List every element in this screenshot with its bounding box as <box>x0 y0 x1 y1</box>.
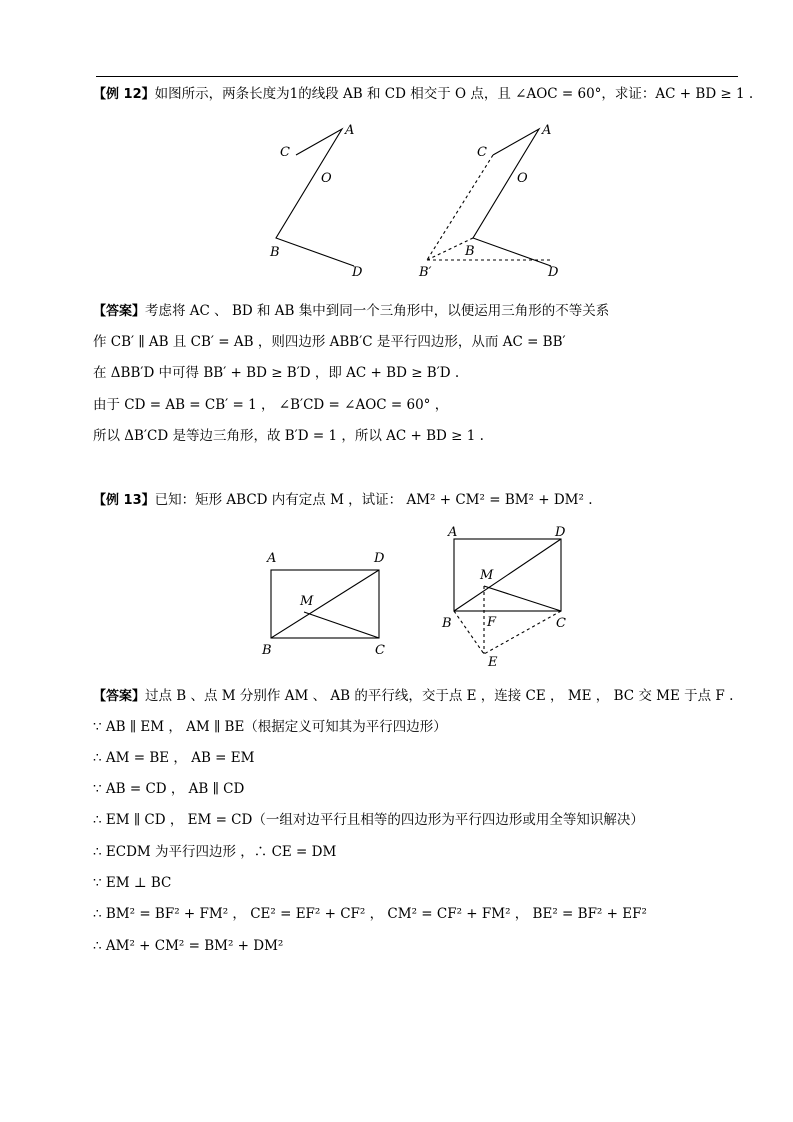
ex12-right-label-b: B <box>465 244 475 259</box>
ex13-left-label-b: B <box>262 643 272 658</box>
ex13-answer-line-8: ∴ BM² = BF² + FM² ， CE² = EF² + CF² ， CM² = CF² + FM² ， BE² = BF² + EF² <box>93 906 647 922</box>
ex13-figure-right <box>440 520 575 672</box>
ex13-answer-line-1 <box>93 687 733 706</box>
ex13-answer-line-2: ∵ AB ∥ EM ， AM ∥ BE（根据定义可知其为平行四边形） <box>93 719 447 735</box>
ex13-left-line-mc <box>304 612 379 638</box>
ex13-right-dash-be <box>454 611 484 654</box>
ex13-left-label-d: D <box>374 551 385 566</box>
ex12-answer-line-1 <box>93 302 609 321</box>
ex12-left-label-c: C <box>280 145 290 160</box>
ex12-right-label-d: D <box>548 265 559 280</box>
ex13-right-label-d: D <box>555 525 566 540</box>
ex13-answer-tag: 【答案】 <box>93 689 146 704</box>
ex12-figure-right <box>415 118 565 283</box>
ex12-problem-text: 如图所示，两条长度为1的线段 AB 和 CD 相交于 O 点，且 ∠AOC = 60°，求证：AC + BD ≥ 1 . <box>154 86 754 102</box>
ex13-right-line-bd <box>454 539 561 611</box>
ex13-answer-text-1: 过点 B 、点 M 分别作 AM 、 AB 的平行线，交于点 E ，连接 CE ， ME ， BC 交 ME 于点 F . <box>145 688 734 704</box>
ex12-answer-tag: 【答案】 <box>93 304 146 319</box>
ex12-right-label-bp: B′ <box>419 265 432 280</box>
ex13-left-label-c: C <box>375 643 385 658</box>
ex12-problem <box>93 85 753 104</box>
ex12-left-label-a: A <box>345 123 355 138</box>
ex13-left-label-a: A <box>267 551 277 566</box>
ex13-answer-line-4: ∵ AB = CD ， AB ∥ CD <box>93 781 245 797</box>
ex13-left-line-bd <box>271 570 379 638</box>
ex12-left-label-b: B <box>270 245 280 260</box>
ex13-right-label-f: F <box>487 615 497 630</box>
ex12-left-label-d: D <box>352 265 363 280</box>
ex13-right-label-a: A <box>448 525 458 540</box>
ex13-answer-line-5: ∴ EM ∥ CD ， EM = CD（一组对边平行且相等的四边形为平行四边形或用全等知识解决） <box>93 812 644 828</box>
ex13-answer-line-3: ∴ AM = BE ， AB = EM <box>93 750 255 766</box>
ex12-answer-line-2: 作 CB′ ∥ AB 且 CB′ = AB ，则四边形 ABB′C 是平行四边形，从而 AC = BB′ <box>93 334 566 350</box>
ex12-right-label-o: O <box>517 171 528 186</box>
ex13-left-label-m: M <box>300 594 314 609</box>
ex12-answer-line-4: 由于 CD = AB = CB′ = 1 ， ∠B′CD = ∠AOC = 60° ， <box>93 397 449 413</box>
ex13-right-label-e: E <box>488 655 498 670</box>
ex12-tag: 【例 12】 <box>93 87 155 102</box>
ex13-tag: 【例 13】 <box>93 493 155 508</box>
ex13-answer-line-7: ∵ EM ⊥ BC <box>93 875 172 891</box>
ex13-right-line-mc <box>484 586 561 611</box>
ex13-right-label-c: C <box>556 616 566 631</box>
ex12-answer-line-5: 所以 ΔB′CD 是等边三角形，故 B′D = 1 ，所以 AC + BD ≥ 1 . <box>93 428 484 444</box>
ex12-figure-left <box>260 118 380 283</box>
ex12-right-label-a: A <box>542 123 552 138</box>
ex13-problem <box>93 491 593 510</box>
ex13-right-label-b: B <box>442 616 452 631</box>
header-rule <box>96 76 738 77</box>
ex12-answer-text-1: 考虑将 AC 、 BD 和 AB 集中到同一个三角形中，以便运用三角形的不等关系 <box>145 303 610 319</box>
ex13-figure-left <box>258 545 393 660</box>
ex12-left-label-o: O <box>321 171 332 186</box>
ex13-answer-line-9: ∴ AM² + CM² = BM² + DM² <box>93 938 284 954</box>
ex13-answer-line-6: ∴ ECDM 为平行四边形 ，∴ CE = DM <box>93 844 337 860</box>
ex12-answer-line-3: 在 ΔBB′D 中可得 BB′ + BD ≥ B′D ，即 AC + BD ≥ B′D . <box>93 365 460 381</box>
ex12-right-label-c: C <box>477 145 487 160</box>
ex13-problem-text: 已知：矩形 ABCD 内有定点 M ，试证： AM² + CM² = BM² + DM² . <box>154 492 593 508</box>
ex13-right-label-m: M <box>480 568 494 583</box>
